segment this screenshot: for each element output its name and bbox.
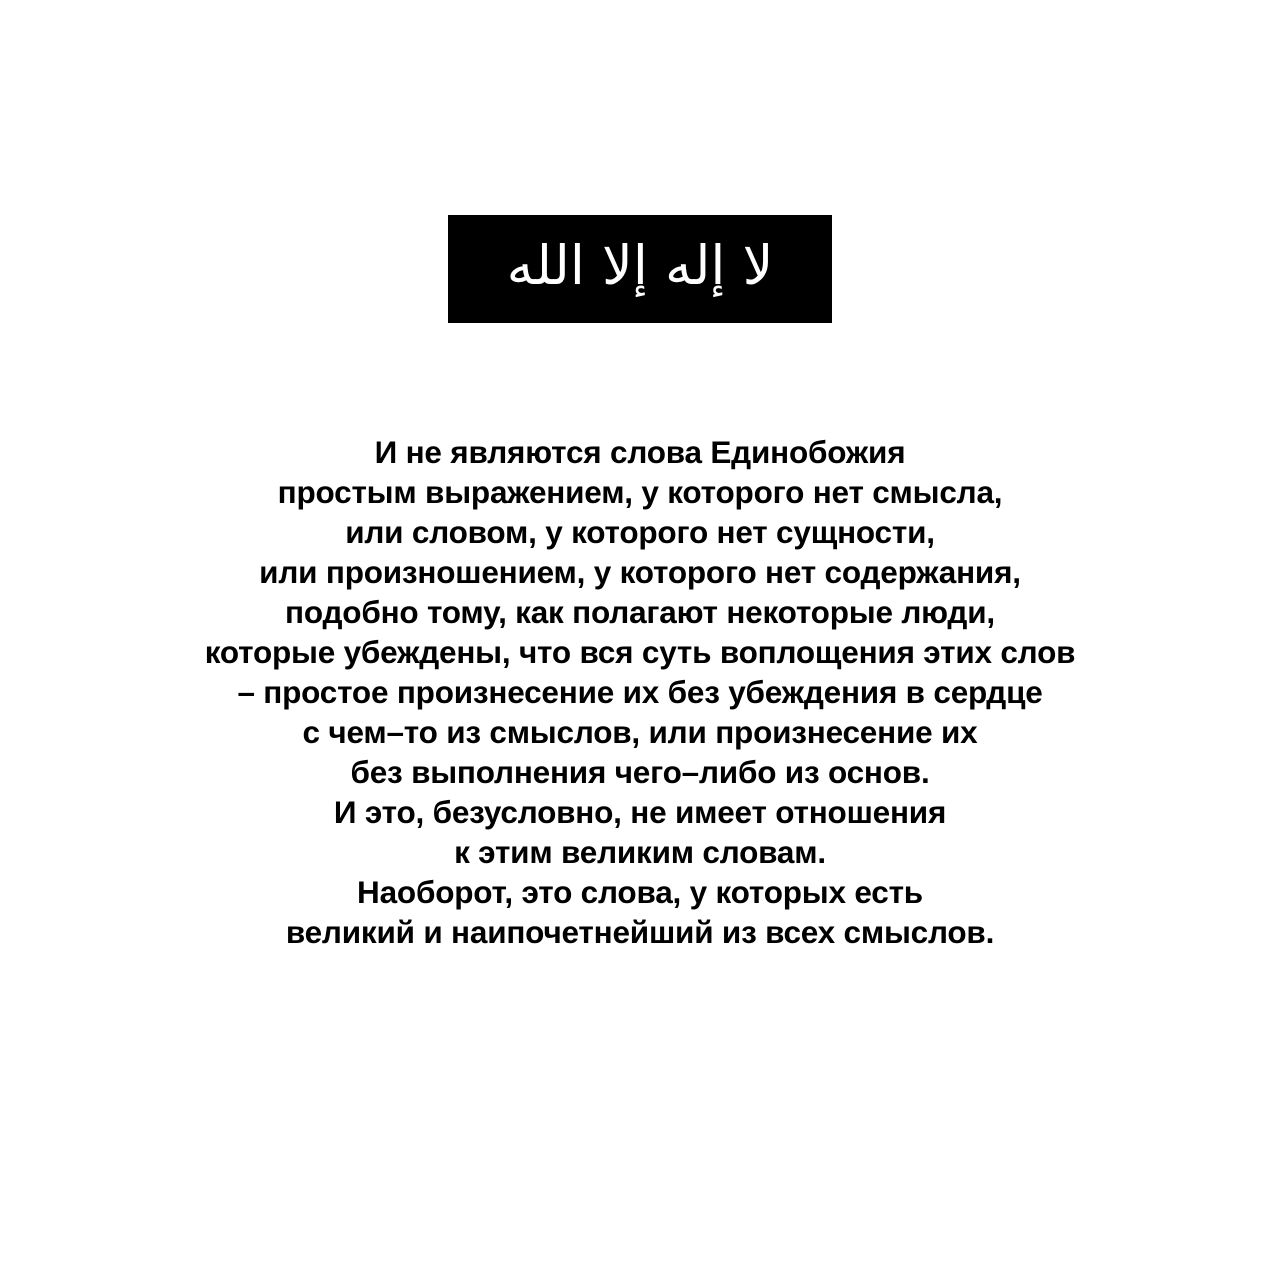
body-line: Наоборот, это слова, у которых есть [357,874,923,910]
body-line: к этим великим словам. [454,834,826,870]
body-line: великий и наипочетнейший из всех смыслов. [285,914,995,950]
body-line: подобно тому, как полагают некоторые люди, [285,594,995,630]
body-line: без выполнения чего–либо из основ. [350,754,930,790]
body-line: И это, безусловно, не имеет отношения [333,794,947,830]
body-line: И не являются слова Единобожия [374,434,906,470]
body-line: – простое произнесение их без убеждения в сердце [237,674,1043,710]
shahada-arabic-text: لا إله إلا الله [506,234,774,297]
banner-container [0,215,1280,323]
shahada-banner [448,215,832,323]
body-line: которые убеждены, что вся суть воплощения этих слов [204,634,1076,670]
body-line: простым выражением, у которого нет смысла, [277,474,1003,510]
body-line: или произношением, у которого нет содержания, [259,554,1021,590]
body-line: или словом, у которого нет сущности, [345,514,935,550]
body-paragraph [0,432,1280,952]
body-line: с чем–то из смыслов, или произнесение их [302,714,978,750]
